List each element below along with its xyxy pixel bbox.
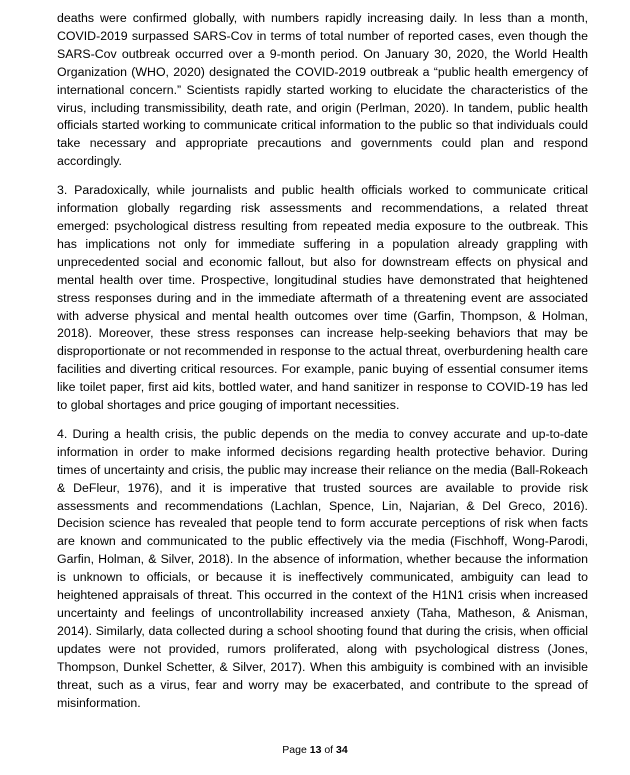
current-page-number: 13 [309,744,322,756]
paragraph-continuation: deaths were confirmed globally, with numbers rapidly increasing daily. In less than a month, COVID-2019 surpassed SARS-Cov in terms of total number of reported cases, even though the SARS-Cov outbreak occurred over a 9-month period. On January 30, 2020, the World Health Organization (WHO, 2020) designated the COVID-2019 outbreak a “public health emergency of international concern.” Scientists rapidly started working to elucidate the characteristics of the virus, including transmissibility, death rate, and origin (Perlman, 2020). In tandem, public health officials started working to communicate critical information to the public so that individuals could take necessary and appropriate precautions and governments could plan and respond accordingly. [57,11,588,169]
paragraph-3: 3. Paradoxically, while journalists and public health officials worked to communicate critical information globally regarding risk assessments and recommendations, a related threat emerged: psychological distress resulting from repeated media exposure to the outbreak. This has implications not only for immediate suffering in a population already grappling with unprecedented social and economic fallout, but also for downstream effects on physical and mental health over time. Prospective, longitudinal studies have demonstrated that heightened stress responses during and in the immediate aftermath of a threatening event are associated with adverse physical and mental health outcomes over time (Garfin, Thompson, & Holman, 2018). Moreover, these stress responses can increase help-seeking behaviors that may be disproportionate or not recommended in response to the actual threat, overburdening health care facilities and diverting critical resources. For example, panic buying of essential consumer items like toilet paper, first aid kits, bottled water, and hand sanitizer in response to COVID-19 has led to global shortages and price gouging of important necessities. [57,183,588,413]
document-body [57,10,588,723]
page-label: Page [282,744,307,756]
paragraph-4: 4. During a health crisis, the public depends on the media to convey accurate and up-to-date information in order to make informed decisions regarding health protective behavior. During times of uncertainty and crisis, the public may increase their reliance on the media (Ball-Rokeach & DeFleur, 1976), and it is imperative that trusted sources are available to provide risk assessments and recommendations (Lachlan, Spence, Lin, Najarian, & Del Greco, 2016). Decision science has revealed that people tend to form accurate perceptions of risk when facts are known and communicated to the public effectively via the media (Fischhoff, Wong-Parodi, Garfin, Holman, & Silver, 2018). In the absence of information, whether because the information is unknown to officials, or because it is ineffectively communicated, ambiguity can lead to heightened appraisals of threat. This occurred in the context of the H1N1 crisis when increased uncertainty and feelings of uncontrollability increased anxiety (Taha, Matheson, & Anisman, 2014). Similarly, data collected during a school shooting found that during the crisis, when official updates were not provided, rumors proliferated, along with psychological distress (Jones, Thompson, Dunkel Schetter, & Silver, 2017). When this ambiguity is combined with an invisible threat, such as a virus, fear and worry may be exacerbated, and contribute to the spread of misinformation. [57,426,588,710]
total-pages-number: 34 [336,744,348,756]
page-of-label: of [324,744,334,756]
page-footer [0,744,630,756]
